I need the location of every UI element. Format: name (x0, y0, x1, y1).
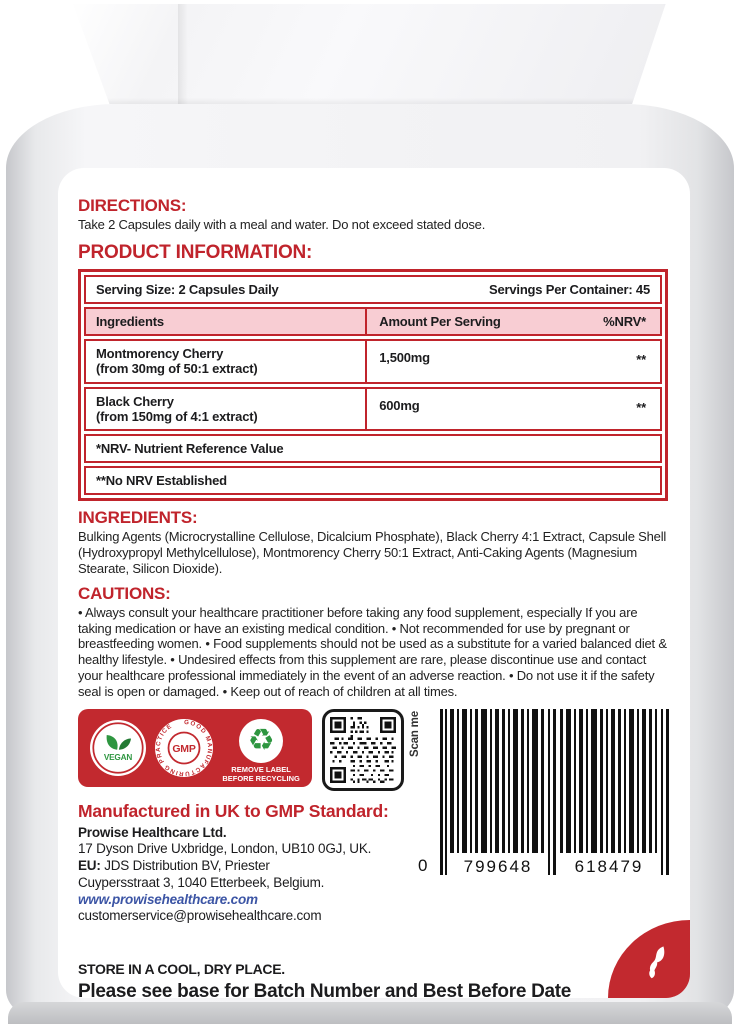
table-row (84, 339, 662, 384)
barcode-group2: 618479 (574, 856, 644, 876)
gmp-label: GMP (172, 742, 196, 755)
recycle-badge (222, 719, 300, 784)
vegan-icon (92, 722, 144, 774)
serving-size: Serving Size: 2 Capsules Daily (96, 281, 279, 297)
table-header-row (84, 307, 662, 336)
qr-code (322, 709, 404, 791)
directions-text: Take 2 Capsules daily with a meal and water. Do not exceed stated dose. (78, 217, 486, 232)
gmp-ring-text: GOOD MANUFACTURING PRACTICE (155, 718, 214, 778)
table-row (84, 387, 662, 432)
address-uk: 17 Dyson Drive Uxbridge, London, UB10 0GJ, UK. (78, 841, 372, 857)
barcode-group1: 799648 (463, 856, 533, 876)
manufacturer-info (78, 801, 432, 925)
table-footnote: **No NRV Established (84, 466, 662, 495)
recycle-icon: ♻ (247, 723, 275, 757)
eu-label: EU: (78, 858, 101, 874)
cautions-text: • Always consult your healthcare practitioner before taking any food supplement, especially If you are taking medication or have an existing medical condition. • Not recommended for use by pregnant or breastfeeding women. • Food supplements should not be used as a substitute for a varied balanced diet & healthy lifestyle. • Undesired effects from this supplement are rare, please discontinue use and contact your healthcare professional immediately in the event of an adverse reaction. • Do not use it if the safety seal is open or damaged. • Keep out of reach of children at all times. (78, 604, 667, 700)
nutrition-table (78, 269, 668, 501)
gmp-icon (154, 718, 214, 778)
table-footnote: *NRV- Nutrient Reference Value (84, 434, 662, 463)
header-ingredients: Ingredients (86, 309, 367, 334)
ingredients-text: Bulking Agents (Microcrystalline Cellulose, Dicalcium Phosphate), Black Cherry 4:1 Extract, Capsule Shell (Hydroxypropyl Methylcellulose), Montmorency Cherry 50:1 Extract, Anti-Caking Agents (Magnesium Stearate, Silicon Dioxide). (78, 529, 667, 576)
badge-banner (78, 709, 312, 787)
header-amount: Amount Per Serving (379, 313, 501, 329)
recycle-note-line2: BEFORE RECYCLING (222, 773, 300, 783)
ingredient-amount: 1,500mg (379, 349, 430, 365)
ingredients-heading: INGREDIENTS: (78, 508, 198, 528)
scan-me-label: Scan me (409, 711, 421, 757)
ingredient-amount: 600mg (379, 397, 420, 413)
eu-distributor: JDS Distribution BV, Priester (100, 858, 270, 874)
batch-note: Please see base for Batch Number and Best Before Date (78, 980, 572, 1002)
header-nrv: %NRV* (603, 313, 646, 329)
ingredient-nrv: ** (636, 399, 646, 415)
qr-code-icon (330, 717, 396, 783)
vegan-badge (90, 720, 146, 776)
email-address: customerservice@prowisehealthcare.com (78, 908, 322, 924)
ingredient-name: Black Cherry (96, 393, 174, 409)
bottle-cap (70, 4, 668, 104)
recycle-note-line1: REMOVE LABEL (231, 764, 291, 774)
cautions-heading: CAUTIONS: (78, 583, 171, 603)
svg-text:VEGAN: VEGAN (103, 753, 133, 763)
storage-instruction: STORE IN A COOL, DRY PLACE. (78, 960, 285, 977)
directions-heading: DIRECTIONS: (78, 196, 187, 215)
ingredient-detail: (from 150mg of 4:1 extract) (96, 408, 258, 424)
cherry-icon (634, 940, 676, 988)
address-eu-line2: Cuypersstraat 3, 1040 Etterbeek, Belgium. (78, 874, 325, 890)
manufactured-heading: Manufactured in UK to GMP Standard: (78, 800, 389, 821)
barcode-icon (416, 709, 672, 877)
ingredient-nrv: ** (636, 351, 646, 367)
barcode (416, 709, 672, 877)
product-information-heading: PRODUCT INFORMATION: (78, 241, 313, 263)
ingredient-name: Montmorency Cherry (96, 345, 224, 361)
bottle-base (8, 1002, 732, 1024)
barcode-left-digit: 0 (418, 855, 428, 875)
servings-per-container: Servings Per Container: 45 (489, 281, 650, 297)
company-name: Prowise Healthcare Ltd. (78, 824, 227, 840)
cap-bevel (178, 4, 188, 104)
address-eu-line1 (78, 855, 432, 875)
ingredient-detail: (from 30mg of 50:1 extract) (96, 361, 258, 377)
website-link: www.prowisehealthcare.com (78, 891, 258, 907)
serving-row (84, 275, 662, 304)
product-label (58, 168, 690, 1002)
gmp-badge (154, 718, 214, 778)
